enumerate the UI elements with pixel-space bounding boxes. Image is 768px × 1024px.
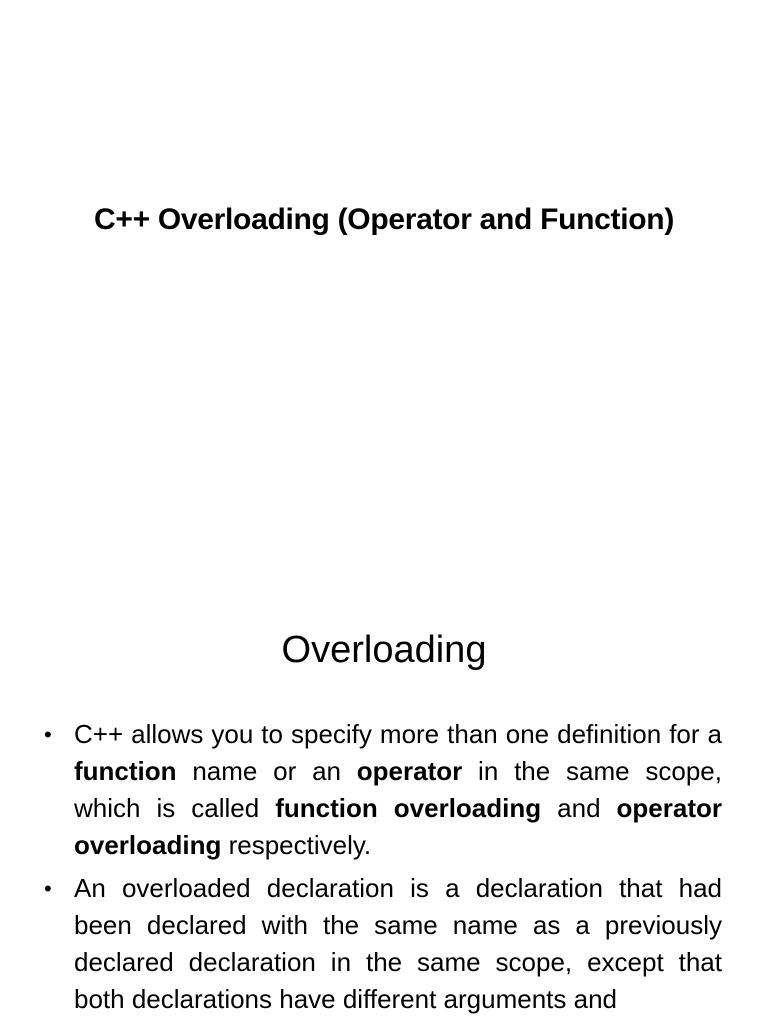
- slide-heading: Overloading: [281, 629, 487, 671]
- bullet-text: and: [541, 793, 617, 823]
- bullet-text: An overloaded declaration is a declaration that had been declared with the same name as a previously declared declaration in the same scope, except that both declarations have different arguments and: [74, 873, 722, 1014]
- bullet-item: [42, 716, 722, 864]
- bullet-icon: •: [44, 722, 52, 747]
- emphasis-text: operator: [356, 756, 463, 786]
- emphasis-text: operator overloading: [74, 793, 723, 860]
- bullet-text: in the same scope, which is called: [74, 756, 722, 823]
- emphasis-text: function overloading: [275, 793, 542, 823]
- bullet-icon: •: [44, 876, 52, 901]
- bullet-text: name or an: [176, 756, 357, 786]
- bullet-text: respectively.: [221, 830, 372, 860]
- bullet-item: [42, 870, 722, 1018]
- slide-title: C++ Overloading (Operator and Function): [93, 203, 675, 236]
- emphasis-text: function: [74, 756, 177, 786]
- bullet-list: [42, 716, 722, 1024]
- bullet-text: C++ allows you to specify more than one definition for a: [74, 719, 722, 749]
- slide-2: [0, 576, 768, 1024]
